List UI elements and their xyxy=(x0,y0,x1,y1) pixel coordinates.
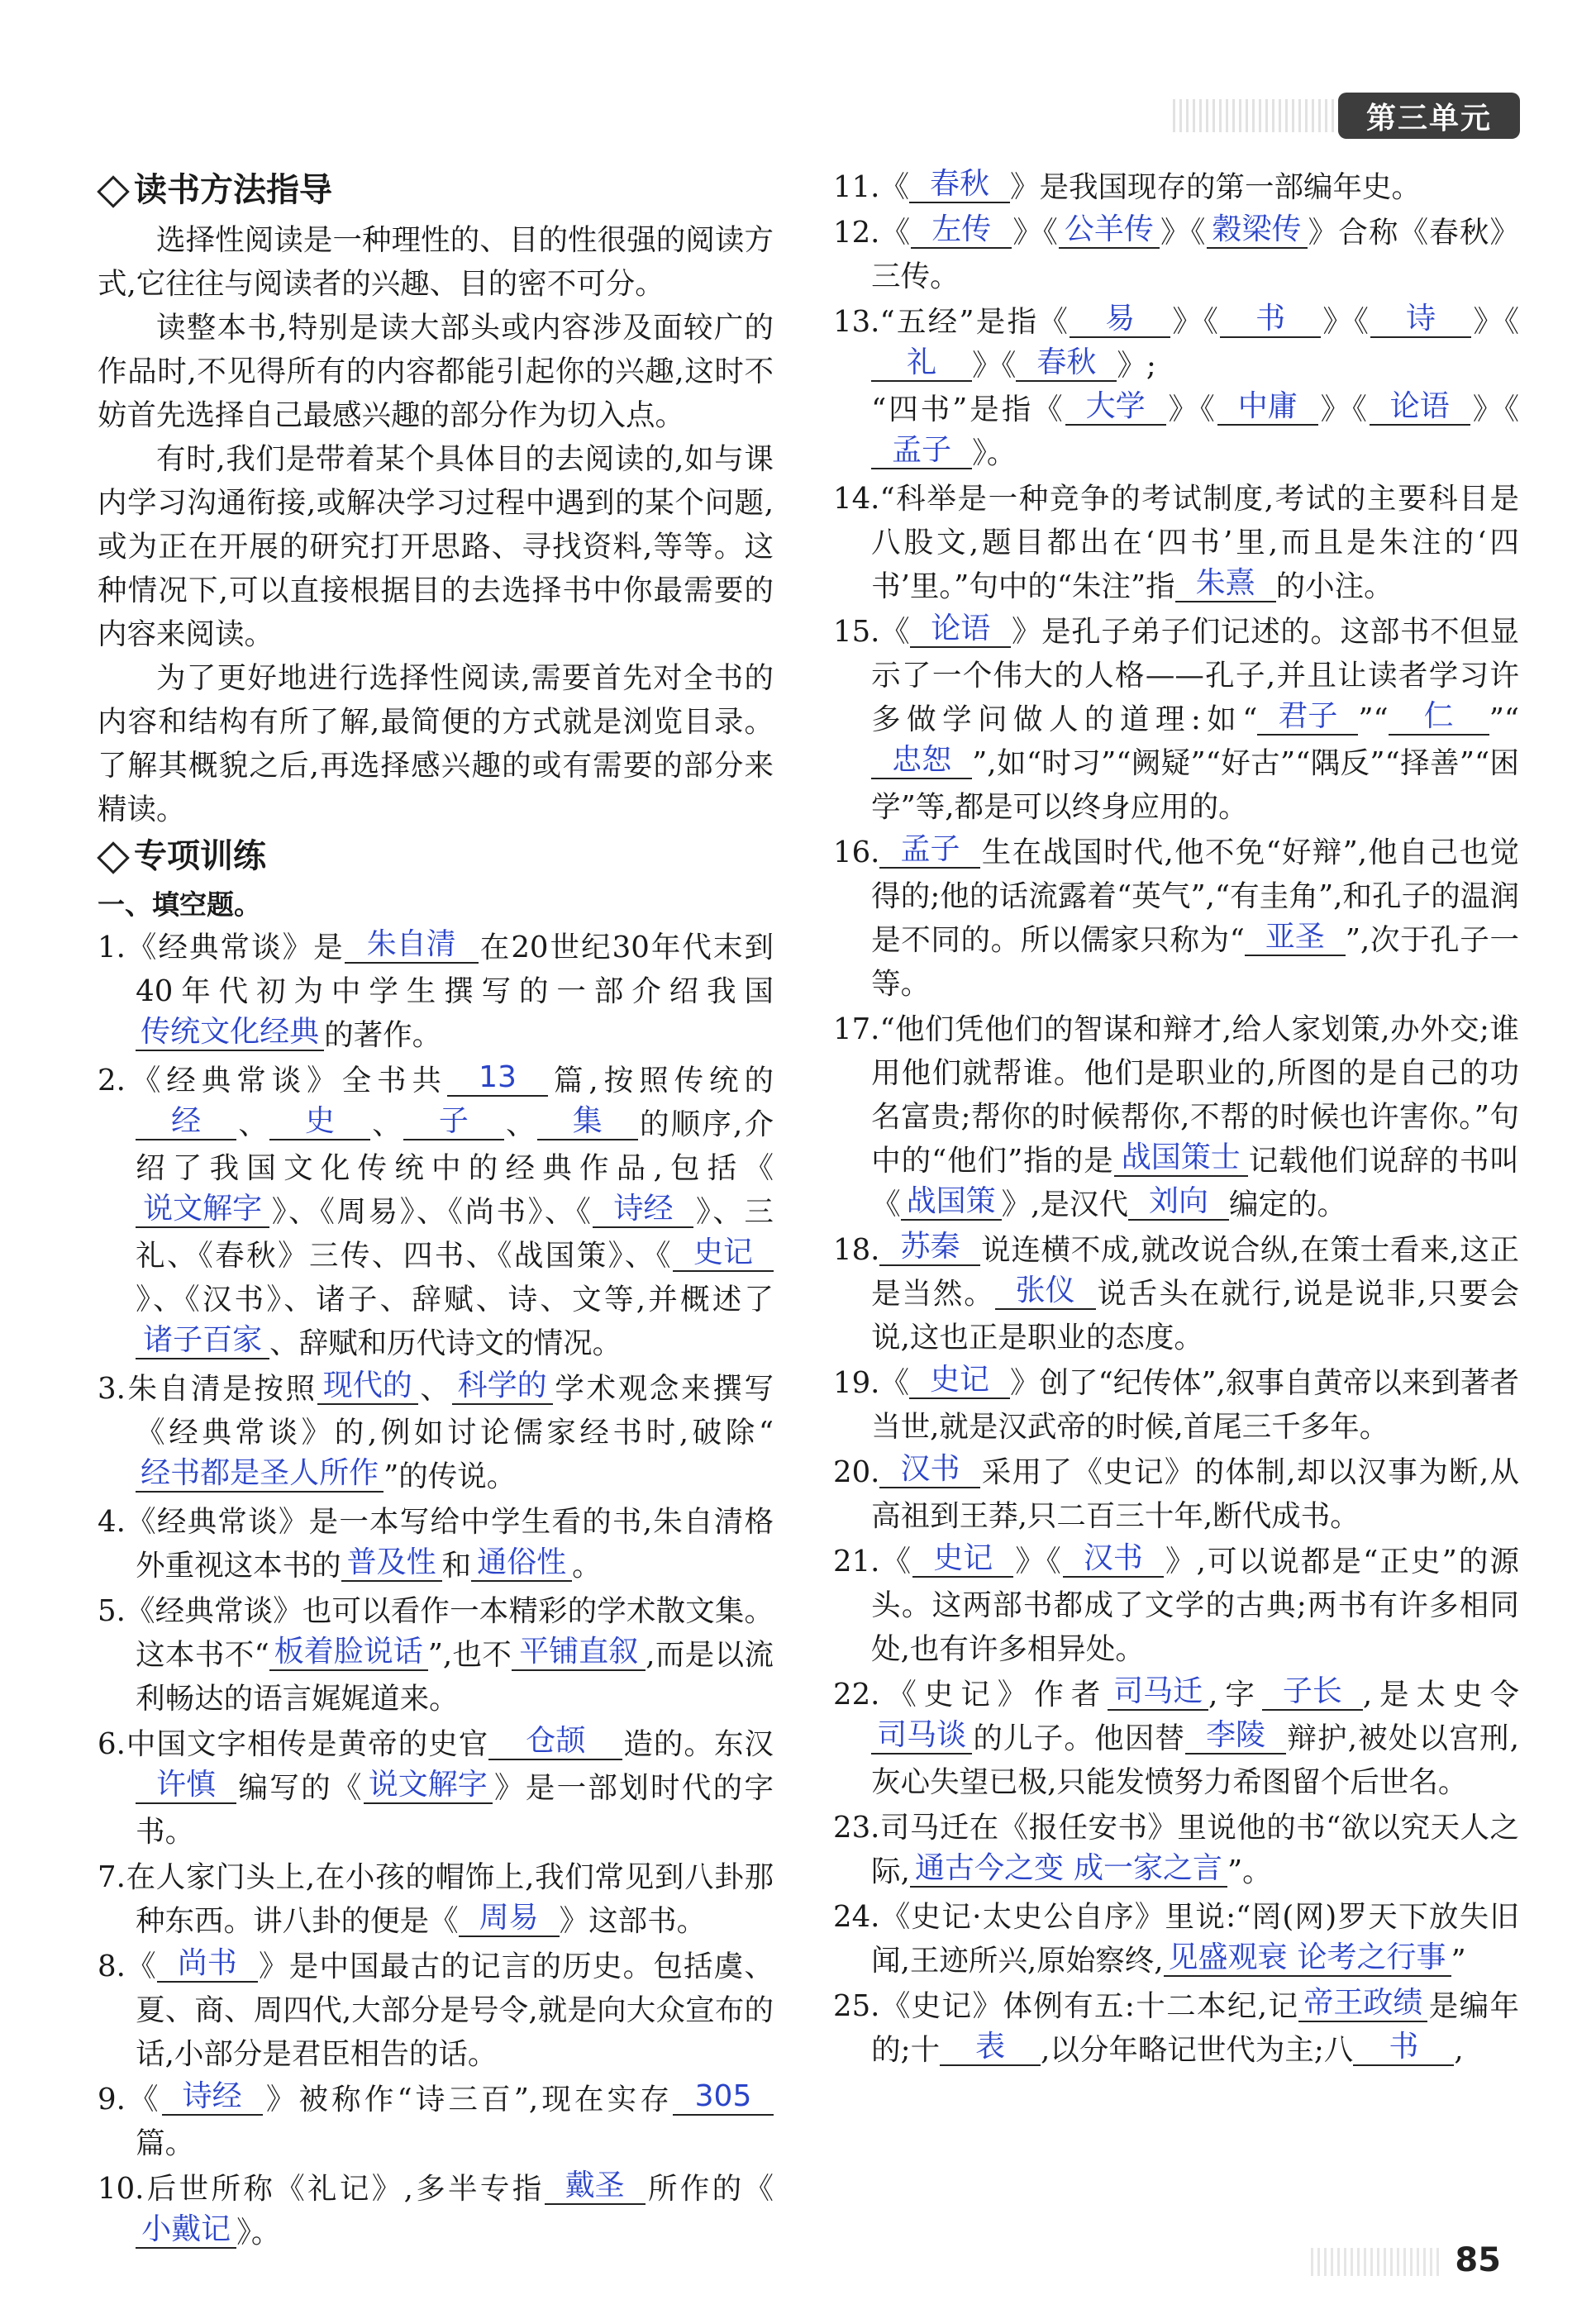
question-18: 18. 苏秦 说连横不成,就改说合纵,在策士看来,这正是当然。 张仪 说舌头在就行,说是说非,只要会说,这也正是职业的态度。 xyxy=(833,1230,1519,1355)
answer-blank: 穀梁传 xyxy=(1207,212,1308,249)
answer-blank: 汉书 xyxy=(879,1452,980,1488)
footer-stripes-decoration xyxy=(1311,2248,1443,2276)
answer-blank: 春秋 xyxy=(1016,345,1117,382)
unit-header xyxy=(1173,93,1520,139)
answer-blank: 刘向 xyxy=(1128,1184,1229,1221)
answer-blank: 论语 xyxy=(910,612,1011,648)
page-number: 85 xyxy=(1455,2241,1501,2279)
question-21: 21.《 史记 》《 汉书 》,可以说都是“正史”的源头。这两部书都成了文学的古典;两书有许多相同处,也有许多相异处。 xyxy=(833,1541,1519,1666)
answer-blank: 周易 xyxy=(459,1901,560,1937)
question-12: 12.《 左传 》《 公羊传 》《 穀梁传 》合称《春秋》三传。 xyxy=(833,212,1519,293)
answer-blank: 科学的 xyxy=(452,1369,553,1405)
answer-blank: 通俗性 xyxy=(471,1545,572,1582)
question-9: 9.《 诗经 》被称作“诗三百”,现在实存 305篇。 xyxy=(98,2078,774,2165)
training-section-title: 专项训练 xyxy=(134,837,266,875)
answer-blank: 司马谈 xyxy=(871,1718,972,1755)
question-11: 11.《 春秋 》是我国现存的第一部编年史。 xyxy=(833,167,1421,204)
method-section-heading xyxy=(98,165,774,215)
answer-blank: 亚圣 xyxy=(1245,920,1346,956)
answer-blank: 张仪 xyxy=(995,1274,1096,1310)
answer-blank: 经 xyxy=(136,1104,236,1140)
answer-blank: 大学 xyxy=(1065,389,1166,426)
answer-blank: 诗经 xyxy=(162,2079,263,2116)
answer-blank: 小戴记 xyxy=(136,2212,236,2249)
question-6: 6.中国文字相传是黄帝的史官 仓颉 造的。东汉许慎 编写的《 说文解字 》是一部划时代的字书。 xyxy=(98,1724,774,1849)
question-7: 7.在人家门头上,在小孩的帽饰上,我们常见到八卦那种东西。讲八卦的便是《 周易 》这部书。 xyxy=(98,1860,774,1938)
answer-blank: 公羊传 xyxy=(1059,212,1160,249)
answer-blank: 君子 xyxy=(1257,699,1358,736)
answer-blank: 易 xyxy=(1070,302,1170,338)
answer-blank: 汉书 xyxy=(1063,1541,1164,1578)
question-1: 1.《经典常谈》是 朱自清 在20世纪30年代末到40年代初为中学生撰写的一部介绍我国传统文化经典 的著作。 xyxy=(98,927,774,1052)
answer-blank: 传统文化经典 xyxy=(136,1015,324,1051)
question-25: 25.《史记》体例有五:十二本纪,记 帝王政绩 是编年的;十 表 ,以分年略记世代为主;八 书 , xyxy=(833,1986,1519,2067)
answer-blank: 说文解字 xyxy=(364,1768,493,1804)
method-paragraph: 读整本书,特别是读大部头或内容涉及面较广的作品时,不见得所有的内容都能引起你的兴趣,这时不妨首先选择自己最感兴趣的部分作为切入点。 xyxy=(98,311,774,432)
answer-blank: 礼 xyxy=(871,345,972,382)
unit-tab: 第三单元 xyxy=(1338,93,1520,139)
answer-blank: 许慎 xyxy=(136,1768,236,1804)
answer-blank: 经书都是圣人所作 xyxy=(136,1456,384,1493)
question-14: 14.“科举是一种竞争的考试制度,考试的主要科目是八股文,题目都出在‘四书’里,而且是朱注的‘四书’里。”句中的“朱注”指 朱熹 的小注。 xyxy=(833,482,1519,603)
method-paragraph: 为了更好地进行选择性阅读,需要首先对全书的内容和结构有所了解,最简便的方式就是浏览目录。了解其概貌之后,再选择感兴趣的或有需要的部分来精读。 xyxy=(98,661,774,826)
answer-blank: 诗经 xyxy=(593,1192,693,1228)
answer-blank: 论考之行事 xyxy=(1293,1940,1451,1977)
answer-blank: 书 xyxy=(1353,2030,1454,2066)
answer-blank: 忠恕 xyxy=(871,743,972,779)
answer-blank: 春秋 xyxy=(909,167,1010,203)
answer-blank: 表 xyxy=(940,2030,1041,2066)
question-2: 2.《经典常谈》全书共 13 篇,按照传统的经 、 史 、 子 、 集 的顺序,介绍了我国文化传统中的经典作品,包括《说文解字 》、《周易》、《尚书》、《 诗经 》、三礼、《春秋》三传、四书、《战国策》、《 史记》、《汉书》、诸子、辞赋、诗、文等,并概述了诸子百家 、辞赋和历代诗文的情况。 xyxy=(98,1060,774,1360)
answer-blank: 苏秦 xyxy=(879,1230,980,1266)
question-22: 22.《史记》作者 司马迁 ,字 子长 ,是太史令司马谈 的儿子。他因替 李陵 辩护,被处以宫刑,灰心失望已极,只能发愤努力希图留个后世名。 xyxy=(833,1674,1519,1799)
method-paragraph: 有时,我们是带着某个具体目的去阅读的,如与课内学习沟通衔接,或解决学习过程中遇到的某个问题,或为正在开展的研究打开思路、寻找资料,等等。这种情况下,可以直接根据目的去选择书中你最需要的内容来阅读。 xyxy=(98,442,774,651)
answer-blank: 成一家之言 xyxy=(1069,1851,1227,1888)
answer-blank: 战国策士 xyxy=(1114,1140,1248,1177)
answer-blank: 孟子 xyxy=(879,832,980,869)
diamond-icon xyxy=(98,842,126,870)
question-3: 3.朱自清是按照 现代的 、 科学的 学术观念来撰写《经典常谈》的,例如讨论儒家经书时,破除“经书都是圣人所作 ”的传说。 xyxy=(98,1369,774,1493)
answer-blank: 仓颉 xyxy=(488,1724,622,1760)
question-20: 20. 汉书 采用了《史记》的体制,却以汉事为断,从高祖到王莽,只二百三十年,断代成书。 xyxy=(833,1452,1519,1533)
question-16: 16. 孟子 生在战国时代,他不免“好辩”,他自己也觉得的;他的话流露着“英气”,“有圭角”,和孔子的温润是不同的。所以儒家只称为“ 亚圣 ”,次于孔子一等。 xyxy=(833,832,1519,1001)
question-13: 13.“五经”是指《 易 》《 书 》《 诗 》《礼 》《 春秋 》; “四书”是指《 大学 》《 中庸 》《 论语 》《孟子 》。 xyxy=(833,302,1519,470)
answer-blank: 司马迁 xyxy=(1108,1674,1208,1711)
question-15: 15.《 论语 》是孔子弟子们记述的。这部书不但显示了一个伟大的人格——孔子,并且让读者学习许多做学问做人的道理:如“ 君子 ”“ 仁 ”“忠恕 ”,如“时习”“阙疑”“好古”“隅反”“择善”“困学”等,都是可以终身应用的。 xyxy=(833,612,1519,824)
answer-blank: 帝王政绩 xyxy=(1298,1986,1427,2022)
answer-blank: 通古今之变 xyxy=(910,1851,1069,1888)
answer-blank: 诸子百家 xyxy=(136,1323,269,1359)
answer-blank: 史记 xyxy=(673,1236,774,1272)
answer-blank: 孟子 xyxy=(871,433,972,469)
answer-blank: 子 xyxy=(403,1104,504,1140)
answer-blank: 见盛观衰 xyxy=(1164,1940,1293,1977)
answer-blank: 尚书 xyxy=(157,1946,258,1983)
answer-blank: 13 xyxy=(447,1060,548,1097)
answer-blank: 中庸 xyxy=(1217,389,1318,426)
question-10: 10.后世所称《礼记》,多半专指 戴圣 所作的《小戴记 》。 xyxy=(98,2169,774,2250)
answer-blank: 朱自清 xyxy=(345,927,479,964)
answer-blank: 现代的 xyxy=(317,1369,418,1405)
method-section-title: 读书方法指导 xyxy=(134,171,332,209)
method-paragraph: 选择性阅读是一种理性的、目的性很强的阅读方式,它往往与阅读者的兴趣、目的密不可分。 xyxy=(98,223,774,301)
answer-blank: 李陵 xyxy=(1185,1718,1286,1755)
training-section-heading xyxy=(98,831,774,881)
question-8: 8.《 尚书 》是中国最古的记言的历史。包括虞、夏、商、周四代,大部分是号令,就是向大众宣布的话,小部分是君臣相告的话。 xyxy=(98,1946,774,2071)
answer-blank: 史 xyxy=(269,1104,370,1140)
answer-blank: 子长 xyxy=(1262,1674,1363,1711)
answer-blank: 书 xyxy=(1220,302,1321,338)
question-17: 17.“他们凭他们的智谋和辩才,给人家划策,办外交;谁用他们就帮谁。他们是职业的,所图的是自己的功名富贵;帮你的时候帮你,不帮的时候也许害你。”句中的“他们”指的是 战国策士 记载他们说辞的书叫《 战国策 》,是汉代 刘向 编定的。 xyxy=(833,1012,1519,1221)
question-19: 19.《 史记 》创了“纪传体”,叙事自黄帝以来到著者当世,就是汉武帝的时候,首尾三千多年。 xyxy=(833,1363,1519,1444)
answer-blank: 史记 xyxy=(909,1363,1010,1399)
answer-blank: 朱熹 xyxy=(1175,566,1276,602)
answer-blank: 说文解字 xyxy=(136,1192,269,1228)
answer-blank: 战国策 xyxy=(901,1184,1002,1221)
question-24: 24.《史记·太史公自序》里说:“罔(网)罗天下放失旧闻,王迹所兴,原始察终, 见盛观衰 论考之行事 ” xyxy=(833,1900,1519,1978)
question-23: 23.司马迁在《报任安书》里说他的书“欲以究天人之际, 通古今之变 成一家之言 ”。 xyxy=(833,1811,1519,1888)
answer-blank: 诗 xyxy=(1370,302,1471,338)
answer-blank: 板着脸说话 xyxy=(269,1635,428,1671)
question-4: 4.《经典常谈》是一本写给中学生看的书,朱自清格外重视这本书的 普及性 和 通俗性 。 xyxy=(98,1505,774,1583)
answer-blank: 史记 xyxy=(912,1541,1013,1578)
fill-blank-subheading: 一、填空题。 xyxy=(98,888,261,921)
header-stripes-decoration xyxy=(1173,99,1346,132)
answer-blank: 左传 xyxy=(911,212,1012,249)
answer-blank: 论语 xyxy=(1370,389,1470,426)
answer-blank: 仁 xyxy=(1389,699,1489,736)
right-column xyxy=(833,165,1519,2074)
answer-blank: 305 xyxy=(673,2079,774,2116)
left-column xyxy=(98,165,774,2256)
diamond-icon xyxy=(98,176,126,204)
answer-blank: 戴圣 xyxy=(545,2169,646,2205)
question-5: 5.《经典常谈》也可以看作一本精彩的学术散文集。这本书不“ 板着脸说话 ”,也不 平铺直叙 ,而是以流利畅达的语言娓娓道来。 xyxy=(98,1594,774,1716)
answer-blank: 集 xyxy=(537,1104,638,1140)
answer-blank: 普及性 xyxy=(341,1545,442,1582)
answer-blank: 平铺直叙 xyxy=(512,1635,646,1671)
